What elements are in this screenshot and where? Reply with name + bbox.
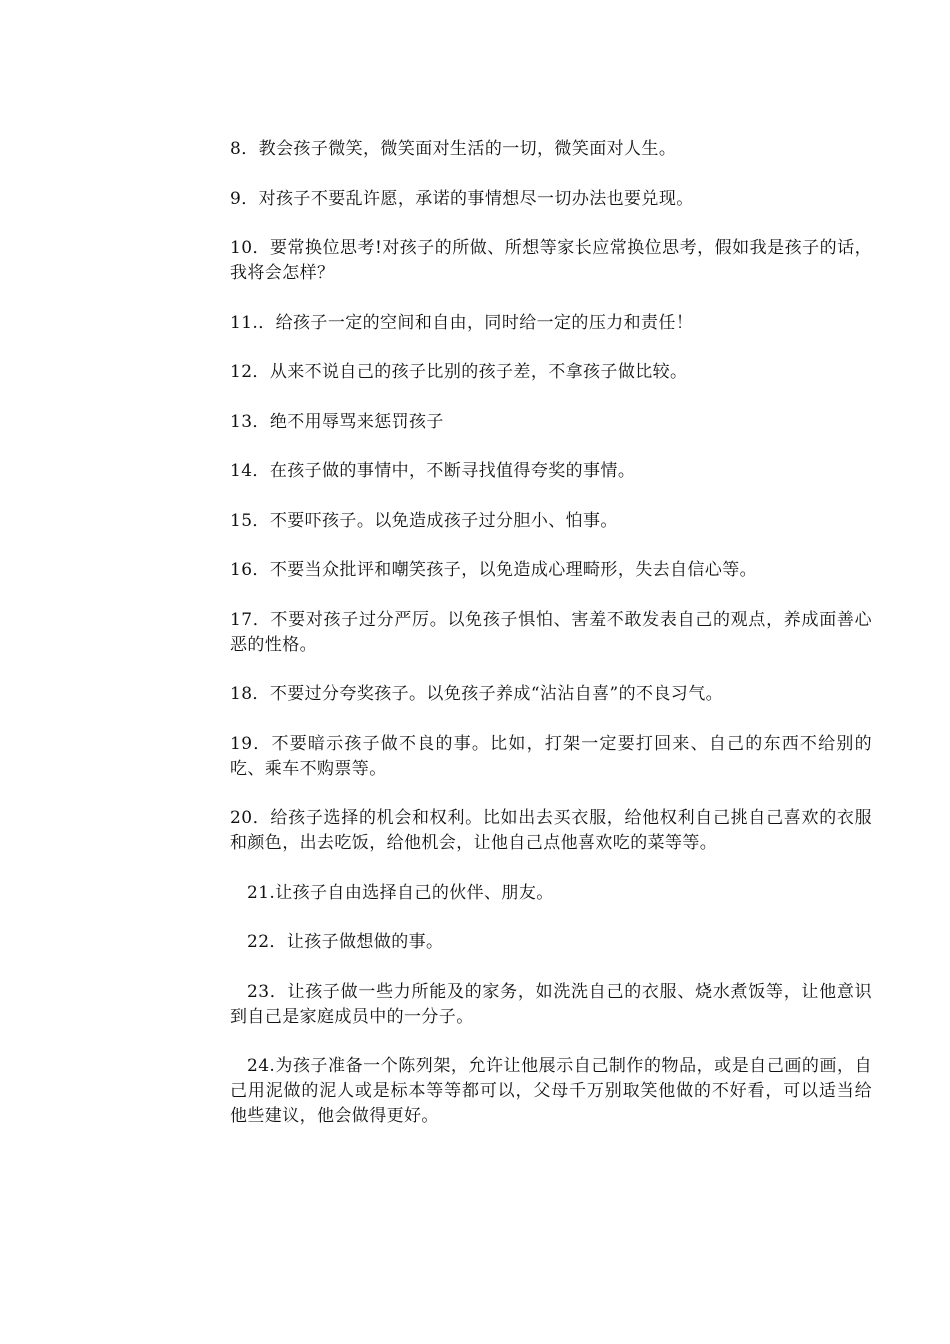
list-item: 14．在孩子做的事情中，不断寻找值得夸奖的事情。 <box>230 461 636 481</box>
list-item: 20．给孩子选择的机会和权利。比如出去买衣服，给他权利自己挑自己喜欢的衣服和颜色，出去吃饭，给他机会，让他自己点他喜欢吃的菜等等。 <box>230 808 872 853</box>
list-item: 23．让孩子做一些力所能及的家务，如洗洗自己的衣服、烧水煮饭等，让他意识到自己是家庭成员中的一分子。 <box>230 981 872 1027</box>
list-item: 13．绝不用辱骂来惩罚孩子 <box>230 411 444 432</box>
list-item: 24.为孩子准备一个陈列架，允许让他展示自己制作的物品，或是自己画的画，自己用泥做的泥人或是标本等等都可以，父母千万别取笑他做的不好看，可以适当给他些建议，他会做得更好。 <box>230 1056 872 1126</box>
list-item: 18．不要过分夸奖孩子。以免孩子养成“沾沾自喜”的不良习气。 <box>230 684 724 704</box>
document-body <box>230 137 872 1154</box>
list-item: 21.让孩子自由选择自己的伙伴、朋友。 <box>247 882 554 903</box>
list-item: 9．对孩子不要乱许愿，承诺的事情想尽一切办法也要兑现。 <box>230 188 694 209</box>
list-item: 19．不要暗示孩子做不良的事。比如，打架一定要打回来、自己的东西不给别的吃、乘车不购票等。 <box>230 733 872 779</box>
list-item: 16．不要当众批评和嘲笑孩子，以免造成心理畸形，失去自信心等。 <box>230 560 758 580</box>
list-item: 11.．给孩子一定的空间和自由，同时给一定的压力和责任！ <box>230 312 694 333</box>
list-item: 12．从来不说自己的孩子比别的孩子差，不拿孩子做比较。 <box>230 362 688 382</box>
list-item: 22．让孩子做想做的事。 <box>247 932 444 952</box>
list-item: 17．不要对孩子过分严厉。以免孩子惧怕、害羞不敢发表自己的观点，养成面善心恶的性格。 <box>230 609 872 655</box>
list-item: 10．要常换位思考!对孩子的所做、所想等家长应常换位思考，假如我是孩子的话，我将会怎样？ <box>230 238 872 283</box>
list-item: 8．教会孩子微笑，微笑面对生活的一切，微笑面对人生。 <box>230 139 677 159</box>
list-item: 15．不要吓孩子。以免造成孩子过分胆小、怕事。 <box>230 510 618 531</box>
